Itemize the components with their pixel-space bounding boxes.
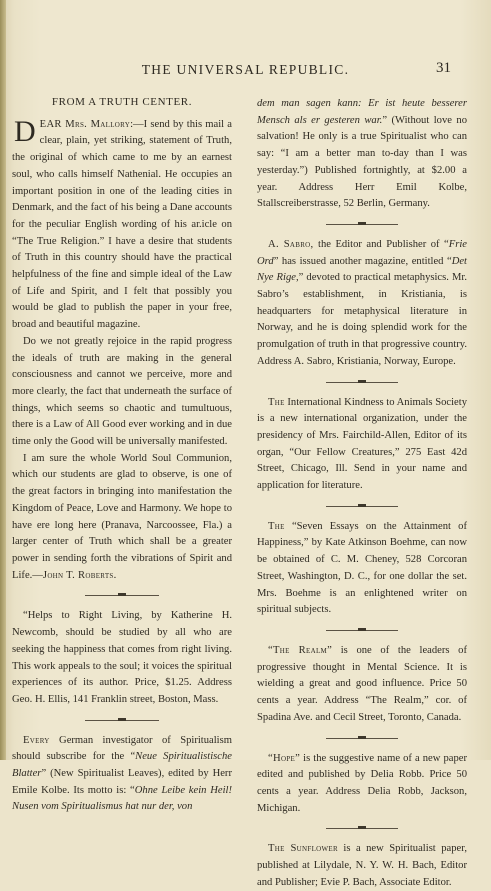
paragraph: I am sure the whole World Soul Communion, which our students are glad to observe, is one of the great factors in bringing into manifestation the Kingdom of Peace, Love and Harmony. We hope to have ere long here (Pranava, Narcoossee, Fla.) a larger center of Truth which shall be a greater power in sending forth the vibrations of Spirit and Life.—John T. Roberts.: [12, 452, 232, 581]
paragraph: “The Realm” is one of the leaders of progressive thought in Mental Science. It is wielding a great and good influence. Price 50 cents a year. Address “The Realm,” cor. of Spadina Ave. and Cecil Street, Toronto, Canada.: [257, 644, 467, 723]
paragraph: “Hope” is the suggestive name of a new paper edited and published by Delia Robb. Price 50 cents a year. Address Delia Robb, Jackson, Michigan.: [257, 752, 467, 814]
divider-ornament: [257, 501, 467, 511]
signature: John T. Roberts.: [42, 569, 117, 581]
drop-cap: D: [14, 114, 36, 148]
paragraph: The Sunflower is a new Spiritualist paper, published at Lilydale, N. Y. W. H. Bach, Editor and Publisher; Evie P. Bach, Associate Editor.: [257, 843, 467, 888]
divider-ornament: [257, 625, 467, 635]
paragraph: Do we not greatly rejoice in the rapid progress the ideals of truth are making in the general consciousness and cannot we perceive, more and more clearly, the fact that underneath the surface of things, which seems so chaotic and tumultuous, there is a Law of All Good ever working and in due time only the Good will be universally manifested.: [12, 335, 232, 448]
divider-ornament: [257, 733, 467, 743]
divider-ornament: [257, 377, 467, 387]
running-title: THE UNIVERSAL REPUBLIC.: [141, 62, 350, 77]
paragraph: DEAR Mrs. Mallory:—I send by this mail a clear, plain, yet striking, statement of Truth, the original of which came to me by an earnest soul, who calls himself Nathenial. He occupies an important position in one of the leading cities in Denmark, and the fact of his being a Dane accounts for the peculiar English wording of his ar.icle on “The True Religion.” I have a desire that students of Truth in this country should have the practical helpfulness of the fine and simple ideal of the Law of Life and Spirit, and I felt that possibly you would be glad to publish the paper in your free, broad and beautiful magazine.: [12, 114, 232, 331]
page-binding-edge: [0, 0, 6, 760]
paragraph: “Helps to Right Living, by Katherine H. Newcomb, should be studied by all who are seeking the happiness that comes from right living. This work appeals to the soul; it voices the spiritual experiences of its author. Price, $1.25. Address Geo. H. Ellis, 141 Franklin street, Boston, Mass.: [12, 610, 232, 705]
paragraph: The International Kindness to Animals Society is a new international organization, under the presidency of Mrs. Fairchild-Allen, Editor of its organ, “Our Fellow Creatures,” 275 East 42d Street, Chicago, Ill. Send in your name and application for literature.: [257, 396, 467, 492]
paragraph: dem man sagen kann: Er ist heute besserer Mensch als er gesteren war.” (Without love no salvation! He only is a true Spiritualist who can say: “I am a better man to-day than I was yesterday.”) Published fortnightly, at $2.00 a year. Address Herr Emil Kolbe, Stallscreiberstrasse, 52 Berlin, Germany.: [257, 98, 467, 210]
page-header: [0, 62, 491, 82]
divider-ornament: [257, 219, 467, 229]
divider-ornament: [12, 715, 232, 725]
divider-ornament: [12, 590, 232, 600]
paragraph: Every German investigator of Spiritualism should subscribe for the “Neue Spiritualistische Blatter” (New Spiritualist Leaves), edited by Herr Emile Kolbe. Its motto is: “Ohne Leibe kein Heil! Nusen vom Spiritualismus hat nur der, von: [12, 734, 233, 813]
divider-ornament: [257, 823, 467, 833]
section-title: FROM A TRUTH CENTER.: [51, 96, 193, 108]
page-number: 31: [436, 60, 451, 76]
left-column: [12, 92, 232, 816]
paragraph: The “Seven Essays on the Attainment of Happiness,” by Kate Atkinson Boehme, can now be obtained of C. M. Cheney, 528 Corcoran Street, Washington, D. C., for one dollar the set. Mrs. Boehme is an enlightened writer on spiritual subjects.: [257, 520, 467, 616]
paragraph: A. Sabro, the Editor and Publisher of “Frie Ord” has issued another magazine, entitled “Det Nye Rige,” devoted to practical metaphysics. Mr. Sabro’s establishment, in Kristiania, is headquarters for metaphysical literature in Norway, and he is doing splendid work for the promulgation of truth in that progressive country. Address A. Sabro, Kristiania, Norway, Europe.: [257, 238, 468, 367]
right-column: [257, 96, 467, 891]
